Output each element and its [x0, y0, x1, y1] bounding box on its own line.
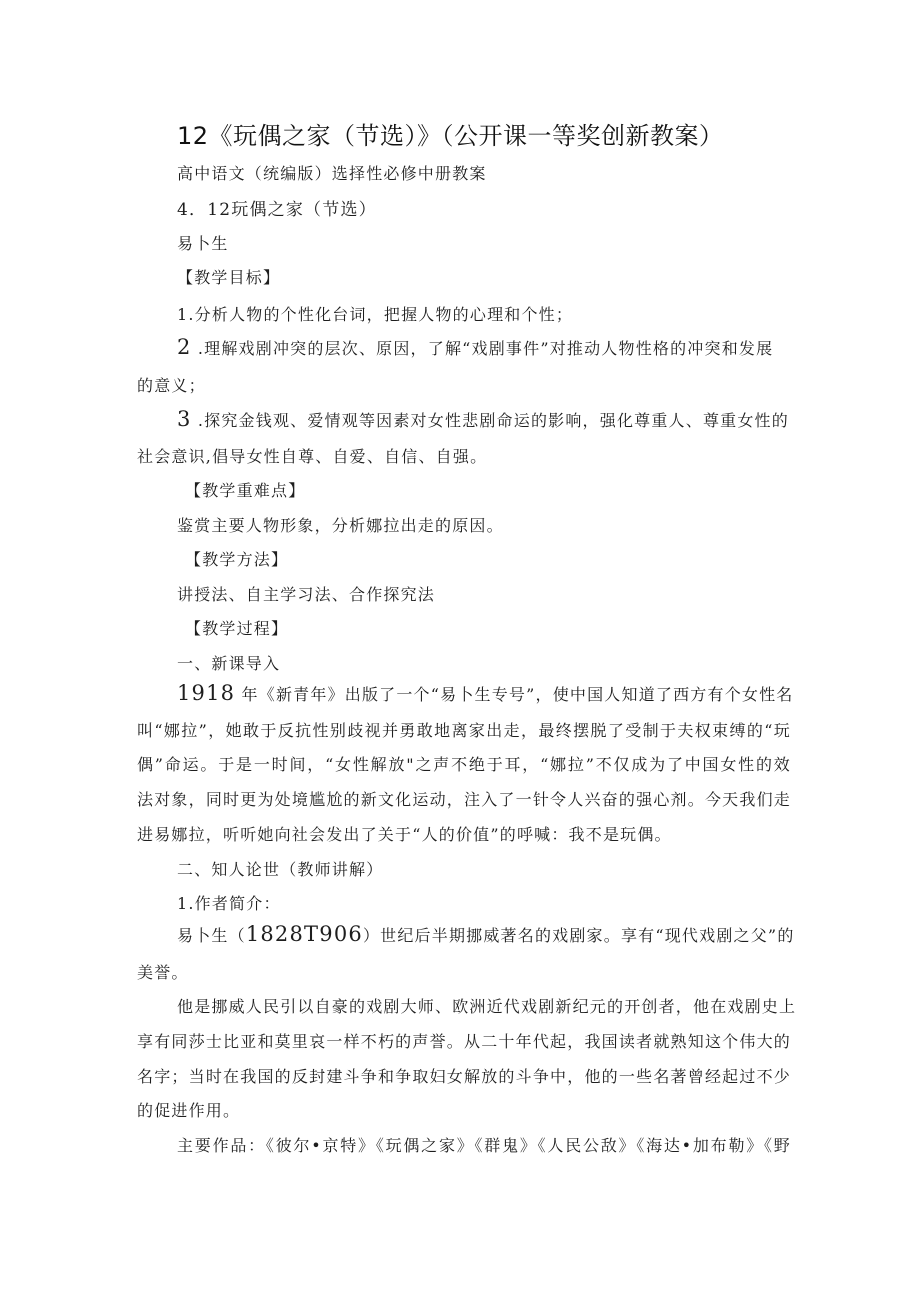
objective-3-text: .探究金钱观、爱情观等因素对女性悲剧命运的影响，强化尊重人、尊重女性的 — [197, 411, 789, 430]
works-line-1: 主要作品：《彼尔•京特》《玩偶之家》《群鬼》《人民公敌》《海达•加布勒》《野 — [177, 1136, 791, 1155]
objective-3-line-1 — [177, 407, 831, 431]
key-points-text: 鉴赏主要人物形象，分析娜拉出走的原因。 — [177, 516, 504, 535]
subtitle: 高中语文（统编版）选择性必修中册教案 — [177, 164, 487, 183]
section-1-heading: 一、新课导入 — [177, 654, 281, 673]
author-intro-line-2: 美誉。 — [137, 963, 189, 982]
intro-line-4: 法对象，同时更为处境尴尬的新文化运动，注入了一针令人兴奋的强心剂。今天我们走 — [137, 790, 791, 809]
bio-line-1: 他是挪威人民引以自豪的戏剧大师、欧洲近代戏剧新纪元的开创者，他在戏剧史上 — [177, 997, 797, 1016]
intro-line-5: 进易娜拉，听听她向社会发出了关于“人的价值”的呼喊：我不是玩偶。 — [137, 825, 672, 844]
author-intro-label: 1.作者简介： — [177, 894, 281, 913]
objective-2-line-1 — [177, 335, 831, 359]
intro-line-3: 偶”命运。于是一时间，“女性解放"之声不绝于耳，“娜拉”不仅成为了中国女性的效 — [137, 755, 791, 774]
objective-2-line-2: 的意义； — [137, 376, 206, 395]
objectives-heading: 【教学目标】 — [177, 268, 281, 287]
author-intro-prefix: 易卜生（ — [177, 926, 246, 945]
author-line: 易卜生 — [177, 234, 229, 253]
section-2-heading: 二、知人论世（教师讲解） — [177, 860, 384, 879]
bio-line-2: 享有同莎士比亚和莫里哀一样不朽的声誉。从二十年代起，我国读者就熟知这个伟大的 — [137, 1032, 791, 1051]
bio-line-3: 名字；当时在我国的反封建斗争和争取妇女解放的斗争中，他的一些名著曾经起过不少 — [137, 1067, 791, 1086]
author-intro-line-1 — [177, 922, 831, 946]
intro-line-2: 叫“娜拉”，她敢于反抗性别歧视并勇敢地离家出走，最终摆脱了受制于夫权束缚的“玩 — [137, 721, 791, 740]
intro-line-1-text: 年《新青年》出版了一个“易卜生专号”，使中国人知道了西方有个女性名 — [241, 685, 794, 704]
document-title: 12《玩偶之家（节选）》（公开课一等奖创新教案） — [177, 122, 724, 150]
process-heading: 【教学过程】 — [185, 619, 289, 638]
methods-heading: 【教学方法】 — [185, 550, 289, 569]
bio-line-4: 的促进作用。 — [137, 1101, 241, 1120]
intro-year: 1918 — [177, 681, 236, 705]
objective-1: 1.分析人物的个性化台词，把握人物的心理和个性； — [177, 305, 574, 324]
author-intro-rest: ）世纪后半期挪威著名的戏剧家。享有“现代戏剧之父”的 — [362, 926, 795, 945]
intro-line-1 — [177, 681, 831, 705]
objective-2-text: .理解戏剧冲突的层次、原因，了解“戏剧事件”对推动人物性格的冲突和发展 — [197, 339, 774, 358]
author-intro-years: 1828T906 — [245, 922, 363, 946]
methods-text: 讲授法、自主学习法、合作探究法 — [177, 585, 436, 604]
objective-2-number: 2 — [177, 335, 192, 359]
key-points-heading: 【教学重难点】 — [185, 481, 306, 500]
lesson-title: 4．12玩偶之家（节选） — [177, 200, 377, 220]
objective-3-number: 3 — [177, 407, 192, 431]
objective-3-line-2: 社会意识,倡导女性自尊、自爱、自信、自强。 — [137, 447, 488, 466]
